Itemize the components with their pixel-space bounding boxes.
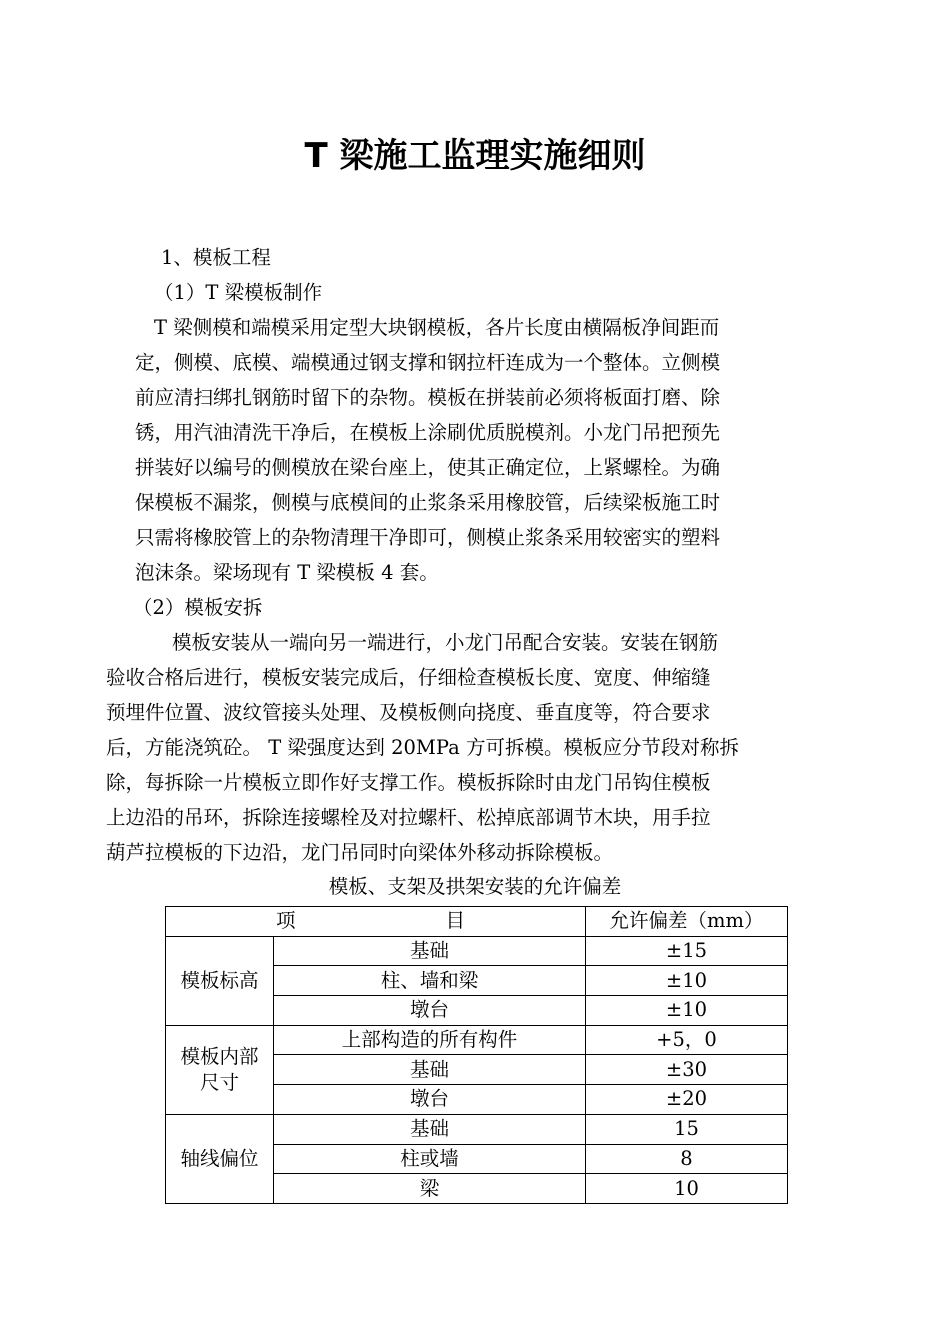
subsection-heading-1: （1）T 梁模板制作	[154, 281, 323, 304]
section-heading: 1、模板工程	[161, 246, 271, 269]
group-label	[166, 1025, 274, 1114]
header-tolerance: 允许偏差（mm）	[586, 907, 788, 937]
item-cell: 基础	[274, 1114, 586, 1144]
tolerance-cell: ±20	[586, 1085, 788, 1115]
item-cell: 基础	[274, 936, 586, 966]
body-line: 除，每拆除一片模板立即作好支撑工作。模板拆除时由龙门吊钩住模板	[106, 771, 711, 794]
item-cell: 柱、墙和梁	[274, 966, 586, 996]
tolerance-cell: +5，0	[586, 1025, 788, 1055]
body-line: 前应清扫绑扎钢筋时留下的杂物。模板在拼装前必须将板面打磨、除	[135, 386, 721, 409]
item-cell: 梁	[274, 1174, 586, 1204]
body-line: 后，方能浇筑砼。 T 梁强度达到 20MPa 方可拆模。模板应分节段对称拆	[106, 736, 739, 759]
body-line: 拼装好以编号的侧模放在梁台座上，使其正确定位，上紧螺栓。为确	[135, 456, 721, 479]
subsection-heading-2: （2）模板安拆	[133, 596, 263, 619]
group-label-line: 模板内部	[180, 1044, 259, 1068]
body-line: 只需将橡胶管上的杂物清理干净即可，侧模止浆条采用较密实的塑料	[135, 526, 721, 549]
header-item-part: 项	[276, 909, 296, 933]
tolerance-cell: ±10	[586, 996, 788, 1026]
table-caption: 模板、支架及拱架安装的允许偏差	[328, 875, 622, 898]
header-item	[166, 907, 586, 937]
body-line: 验收合格后进行，模板安装完成后，仔细检查模板长度、宽度、伸缩缝	[106, 666, 711, 689]
tolerance-table	[165, 906, 788, 1204]
tolerance-cell: ±15	[586, 936, 788, 966]
item-cell: 上部构造的所有构件	[274, 1025, 586, 1055]
group-label-line: 尺寸	[199, 1070, 239, 1094]
tolerance-cell: 8	[586, 1144, 788, 1174]
body-line: 上边沿的吊环，拆除连接螺栓及对拉螺杆、松掉底部调节木块，用手拉	[106, 806, 711, 829]
document-title: T 梁施工监理实施细则	[304, 136, 646, 176]
item-cell: 基础	[274, 1055, 586, 1085]
table-row	[166, 1025, 788, 1055]
item-cell: 柱或墙	[274, 1144, 586, 1174]
table-row	[166, 1114, 788, 1144]
header-item-part: 目	[445, 909, 465, 933]
body-line: 葫芦拉模板的下边沿，龙门吊同时向梁体外移动拆除模板。	[106, 841, 614, 864]
body-line: 模板安装从一端向另一端进行，小龙门吊配合安装。安装在钢筋	[172, 631, 719, 654]
group-label: 模板标高	[166, 936, 274, 1025]
table-header-row	[166, 907, 788, 937]
tolerance-cell: ±10	[586, 966, 788, 996]
body-line: 锈，用汽油清洗干净后，在模板上涂刷优质脱模剂。小龙门吊把预先	[135, 421, 721, 444]
table-row	[166, 936, 788, 966]
tolerance-cell: 10	[586, 1174, 788, 1204]
tolerance-cell: ±30	[586, 1055, 788, 1085]
tolerance-cell: 15	[586, 1114, 788, 1144]
body-line: T 梁侧模和端模采用定型大块钢模板，各片长度由横隔板净间距而	[154, 316, 720, 339]
body-line: 定，侧模、底模、端模通过钢支撑和钢拉杆连成为一个整体。立侧模	[135, 351, 721, 374]
item-cell: 墩台	[274, 996, 586, 1026]
body-line: 保模板不漏浆，侧模与底模间的止浆条采用橡胶管，后续梁板施工时	[135, 491, 721, 514]
item-cell: 墩台	[274, 1085, 586, 1115]
body-line: 预埋件位置、波纹管接头处理、及模板侧向挠度、垂直度等，符合要求	[106, 701, 711, 724]
group-label: 轴线偏位	[166, 1114, 274, 1203]
body-line: 泡沫条。梁场现有 T 梁模板 4 套。	[135, 561, 439, 584]
